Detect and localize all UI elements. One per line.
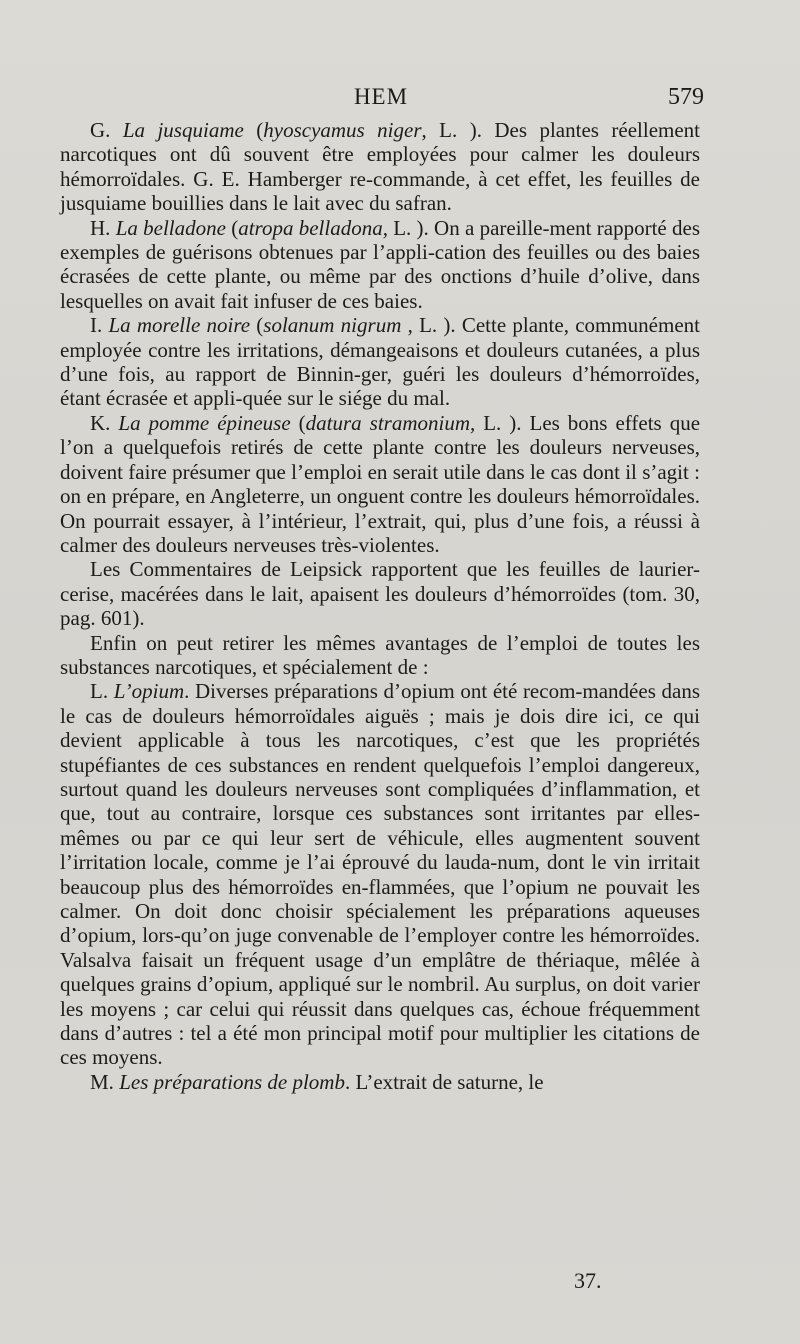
paragraph-pomme-epineuse: K. La pomme épineuse (datura stramonium, L. ). Les bons effets que l’on a quelquefois retirés de cette plante contre les douleurs nerveuses, doivent faire présumer que l’emploi en serait utile dans le cas dont il s’agit : on en prépare, en Angleterre, un onguent contre les douleurs hémorroïdales. On pourrait essayer, à l’intérieur, l’extrait, qui, plus d’une fois, a réussi à calmer des douleurs nerveuses très-violentes.	[60, 410, 701, 557]
running-title: HEM	[353, 84, 409, 109]
item-heading: La belladone	[115, 215, 226, 240]
paragraph-text: , L. ). Cette plante, communément employée contre les irritations, démangeaisons et douleurs cutanées, a plus d’une fois, au rapport de Binnin-ger, guéri les douleurs d’hémorroïdes, étant écrasée et appli-quée sur le siége du mal.	[60, 313, 700, 411]
running-head	[62, 84, 704, 114]
latin-name: hyoscyamus niger	[263, 118, 422, 142]
paragraph-text: L. ). On a pareille-ment rapporté des exemples de guérisons obtenues par l’appli-cation des feuilles ou des baies écrasées de cette plante, ou même par des onctions d’huile d’olive, dans lesquelles on avait fait infuser de ces baies.	[60, 215, 700, 313]
paragraph-text: L. ). Les bons effets que l’on a quelquefois retirés de cette plante contre les douleurs nerveuses, doivent faire présumer que l’emploi en serait utile dans le cas dont il s’agit : on en prépare, en Angleterre, un onguent contre les douleurs hémorroïdales. On pourrait essayer, à l’intérieur, l’extrait, qui, plus d’une fois, a réussi à calmer des douleurs nerveuses très-violentes.	[60, 410, 701, 557]
paragraph-plomb	[60, 1070, 700, 1094]
signature-mark: 37.	[574, 1268, 602, 1293]
item-heading: Les préparations de plomb	[119, 1069, 345, 1094]
item-letter: M.	[90, 1069, 114, 1094]
paragraph-morelle: I. La morelle noire (solanum nigrum , L. ). Cette plante, communément employée contre les irritations, démangeaisons et douleurs cutanées, a plus d’une fois, au rapport de Binnin-ger, guéri les douleurs d’hémorroïdes, étant écrasée et appli-quée sur le siége du mal.	[60, 313, 700, 411]
item-letter: K.	[90, 410, 111, 435]
paragraph-belladone: H. La belladone (atropa belladona, L. ). On a pareille-ment rapporté des exemples de guérisons obtenues par l’appli-cation des feuilles ou des baies écrasées de cette plante, ou même par des onctions d’huile d’olive, dans lesquelles on avait fait infuser de ces baies.	[60, 215, 700, 313]
paragraph-text: . L’extrait de saturne, le	[344, 1069, 544, 1094]
item-letter: H.	[90, 215, 111, 240]
item-letter: L.	[90, 679, 109, 704]
paragraph-jusquiame: G. La jusquiame (hyoscyamus niger, L. ). Des plantes réellement narcotiques ont dû souvent être employées pour calmer les douleurs hémorroïdales. G. E. Hamberger re-commande, à cet effet, les feuilles de jusquiame bouillies dans le lait avec du safran.	[60, 118, 701, 216]
item-letter: G.	[90, 118, 111, 142]
item-heading: La morelle noire	[108, 313, 251, 338]
latin-name: atropa belladona,	[238, 215, 388, 240]
paragraph-opium	[60, 679, 700, 1070]
text-column	[60, 118, 700, 1094]
item-heading: L’opium	[113, 679, 185, 704]
paragraph-text: . Diverses préparations d’opium ont été recom-mandées dans le cas de douleurs hémorroïdales aiguës ; mais je dois dire ici, ce qui devient applicable à tous les narcotiques, c’est que les propriétés stupéfiantes de ces substances en rendent quelquefois l’emploi dangereux, surtout quand les douleurs nerveuses sont compliquées d’inflammation, et que, tout au contraire, lorsque ces substances sont irritantes par elles-mêmes ou par ce qui leur sert de véhicule, elles augmentent souvent l’irritation locale, comme je l’ai éprouvé du lauda-num, dont le vin irritait beaucoup plus des hémorroïdes en-flammées, que l’opium ne pouvait les calmer. On doit donc choisir spécialement les préparations aqueuses d’opium, lors-qu’on juge convenable de l’employer contre les hémorroïdes. Valsalva faisait un fréquent usage d’un emplâtre de thériaque, mêlée à quelques grains d’opium, appliqué sur le nombril. Au surplus, on doit varier les moyens ; car celui qui réussit dans quelques cas, échoue fréquemment dans d’autres : tel a été mon principal motif pour multiplier les citations de ces moyens.	[60, 679, 700, 1070]
item-heading: La jusquiame	[122, 118, 244, 142]
item-heading: La pomme épineuse	[118, 410, 291, 435]
item-letter: I.	[90, 313, 103, 338]
latin-name: datura stramonium,	[305, 410, 476, 435]
latin-name: solanum nigrum	[263, 313, 402, 338]
paragraph-text: , L. ). Des plantes réellement narcotiques ont dû souvent être employées pour calmer les douleurs hémorroïdales. G. E. Hamberger re-commande, à cet effet, les feuilles de jusquiame bouillies dans le lait avec du safran.	[60, 118, 701, 216]
paragraph-enfin: Enfin on peut retirer les mêmes avantages de l’emploi de toutes les substances narcotiques, et spécialement de :	[60, 630, 700, 679]
page-number: 579	[668, 84, 704, 110]
paragraph-leipsick: Les Commentaires de Leipsick rapportent que les feuilles de laurier-cerise, macérées dans le lait, apaisent les douleurs d’hémorroïdes (tom. 30, pag. 601).	[60, 557, 700, 631]
